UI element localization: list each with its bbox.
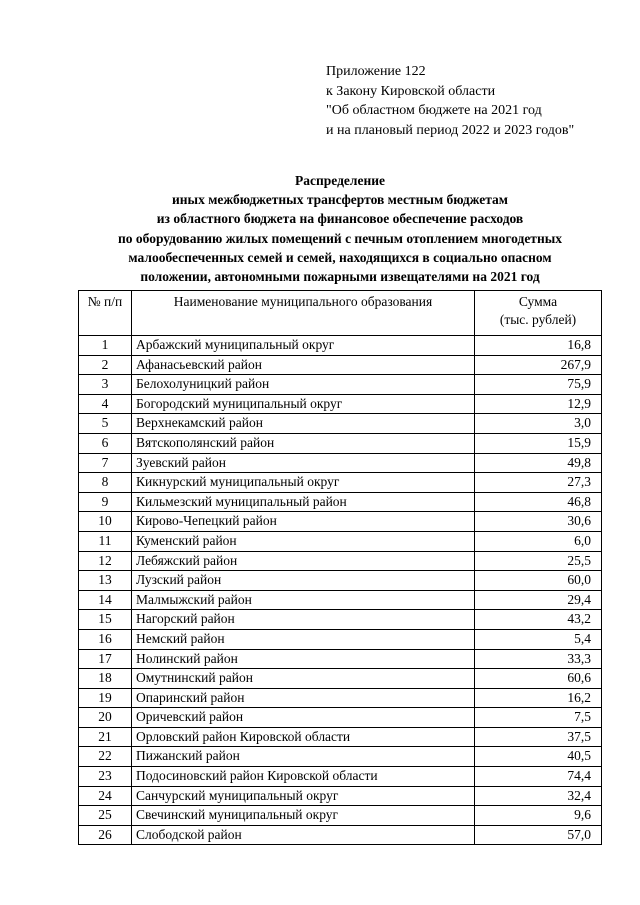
- row-number: 14: [79, 590, 132, 610]
- row-amount: 9,6: [475, 806, 602, 826]
- row-number: 12: [79, 551, 132, 571]
- row-municipality: Нолинский район: [132, 649, 475, 669]
- row-amount: 74,4: [475, 767, 602, 787]
- table-row: [79, 786, 602, 806]
- row-municipality: Белохолуницкий район: [132, 375, 475, 395]
- row-amount: 43,2: [475, 610, 602, 630]
- row-municipality: Слободской район: [132, 825, 475, 845]
- row-number: 26: [79, 825, 132, 845]
- table-row: [79, 355, 602, 375]
- header-sum: [475, 291, 602, 336]
- row-number: 3: [79, 375, 132, 395]
- row-number: 7: [79, 453, 132, 473]
- row-number: 8: [79, 473, 132, 493]
- row-number: 25: [79, 806, 132, 826]
- row-municipality: Кирово-Чепецкий район: [132, 512, 475, 532]
- row-municipality: Зуевский район: [132, 453, 475, 473]
- row-municipality: Лебяжский район: [132, 551, 475, 571]
- row-number: 18: [79, 669, 132, 689]
- header-sum-line1: Сумма: [518, 294, 558, 309]
- row-municipality: Нагорский район: [132, 610, 475, 630]
- row-number: 19: [79, 688, 132, 708]
- row-number: 21: [79, 727, 132, 747]
- row-number: 15: [79, 610, 132, 630]
- row-amount: 6,0: [475, 531, 602, 551]
- row-number: 9: [79, 492, 132, 512]
- row-municipality: Верхнекамский район: [132, 414, 475, 434]
- appendix-header: [326, 62, 574, 140]
- table-row: [79, 571, 602, 591]
- table-row: [79, 590, 602, 610]
- table-header-row: [79, 291, 602, 336]
- table-row: [79, 629, 602, 649]
- table-row: [79, 610, 602, 630]
- table-row: [79, 531, 602, 551]
- table-row: [79, 433, 602, 453]
- row-municipality: Подосиновский район Кировской области: [132, 767, 475, 787]
- appendix-line: и на плановый период 2022 и 2023 годов": [326, 122, 575, 138]
- row-number: 13: [79, 571, 132, 591]
- row-amount: 49,8: [475, 453, 602, 473]
- row-number: 6: [79, 433, 132, 453]
- row-number: 23: [79, 767, 132, 787]
- row-municipality: Богородский муниципальный округ: [132, 394, 475, 414]
- document-title: [60, 171, 620, 286]
- row-municipality: Кильмезский муниципальный район: [132, 492, 475, 512]
- row-municipality: Лузский район: [132, 571, 475, 591]
- row-municipality: Орловский район Кировской области: [132, 727, 475, 747]
- table-row: [79, 551, 602, 571]
- row-amount: 57,0: [475, 825, 602, 845]
- table-row: [79, 747, 602, 767]
- row-amount: 16,2: [475, 688, 602, 708]
- title-line: иных межбюджетных трансфертов местным бюджетам: [172, 192, 508, 208]
- row-number: 17: [79, 649, 132, 669]
- title-line: малообеспеченных семей и семей, находящихся в социально опасном: [128, 249, 552, 265]
- row-amount: 37,5: [475, 727, 602, 747]
- title-line: Распределение: [294, 173, 386, 188]
- row-amount: 60,0: [475, 571, 602, 591]
- row-municipality: Вятскополянский район: [132, 433, 475, 453]
- row-number: 16: [79, 629, 132, 649]
- title-line: по оборудованию жилых помещений с печным отоплением многодетных: [117, 230, 563, 246]
- row-municipality: Опаринский район: [132, 688, 475, 708]
- row-amount: 30,6: [475, 512, 602, 532]
- row-amount: 3,0: [475, 414, 602, 434]
- row-number: 5: [79, 414, 132, 434]
- row-municipality: Малмыжский район: [132, 590, 475, 610]
- row-amount: 33,3: [475, 649, 602, 669]
- transfers-table: [78, 290, 602, 845]
- row-number: 20: [79, 708, 132, 728]
- row-amount: 46,8: [475, 492, 602, 512]
- table-row: [79, 336, 602, 356]
- row-amount: 60,6: [475, 669, 602, 689]
- table-row: [79, 414, 602, 434]
- table-row: [79, 669, 602, 689]
- row-number: 4: [79, 394, 132, 414]
- table-row: [79, 394, 602, 414]
- table-row: [79, 825, 602, 845]
- row-municipality: Кикнурский муниципальный округ: [132, 473, 475, 493]
- table-row: [79, 453, 602, 473]
- appendix-line: к Закону Кировской области: [326, 83, 496, 99]
- table-row: [79, 727, 602, 747]
- row-amount: 5,4: [475, 629, 602, 649]
- header-sum-line2: (тыс. рублей): [499, 312, 577, 327]
- row-amount: 25,5: [475, 551, 602, 571]
- row-municipality: Омутнинский район: [132, 669, 475, 689]
- row-amount: 29,4: [475, 590, 602, 610]
- table-row: [79, 492, 602, 512]
- row-amount: 7,5: [475, 708, 602, 728]
- row-municipality: Арбажский муниципальный округ: [132, 336, 475, 356]
- table-row: [79, 708, 602, 728]
- row-number: 22: [79, 747, 132, 767]
- row-municipality: Немский район: [132, 629, 475, 649]
- row-amount: 40,5: [475, 747, 602, 767]
- table-row: [79, 375, 602, 395]
- table-row: [79, 473, 602, 493]
- row-amount: 15,9: [475, 433, 602, 453]
- table-row: [79, 767, 602, 787]
- title-line: из областного бюджета на финансовое обеспечение расходов: [156, 211, 524, 227]
- row-number: 10: [79, 512, 132, 532]
- table-row: [79, 688, 602, 708]
- row-municipality: Санчурский муниципальный округ: [132, 786, 475, 806]
- table-row: [79, 806, 602, 826]
- table-body: [79, 336, 602, 845]
- row-number: 1: [79, 336, 132, 356]
- row-number: 24: [79, 786, 132, 806]
- row-municipality: Пижанский район: [132, 747, 475, 767]
- row-amount: 75,9: [475, 375, 602, 395]
- row-municipality: Оричевский район: [132, 708, 475, 728]
- row-amount: 267,9: [475, 355, 602, 375]
- table-row: [79, 512, 602, 532]
- row-amount: 32,4: [475, 786, 602, 806]
- row-municipality: Афанасьевский район: [132, 355, 475, 375]
- row-amount: 27,3: [475, 473, 602, 493]
- appendix-line: "Об областном бюджете на 2021 год: [326, 103, 542, 118]
- title-line: положении, автономными пожарными извещателями на 2021 год: [140, 269, 540, 285]
- header-name: Наименование муниципального образования: [132, 291, 475, 336]
- row-number: 11: [79, 531, 132, 551]
- row-amount: 12,9: [475, 394, 602, 414]
- appendix-line: Приложение 122: [326, 64, 426, 79]
- row-amount: 16,8: [475, 336, 602, 356]
- table-row: [79, 649, 602, 669]
- header-num: № п/п: [79, 291, 132, 336]
- row-municipality: Куменский район: [132, 531, 475, 551]
- row-number: 2: [79, 355, 132, 375]
- row-municipality: Свечинский муниципальный округ: [132, 806, 475, 826]
